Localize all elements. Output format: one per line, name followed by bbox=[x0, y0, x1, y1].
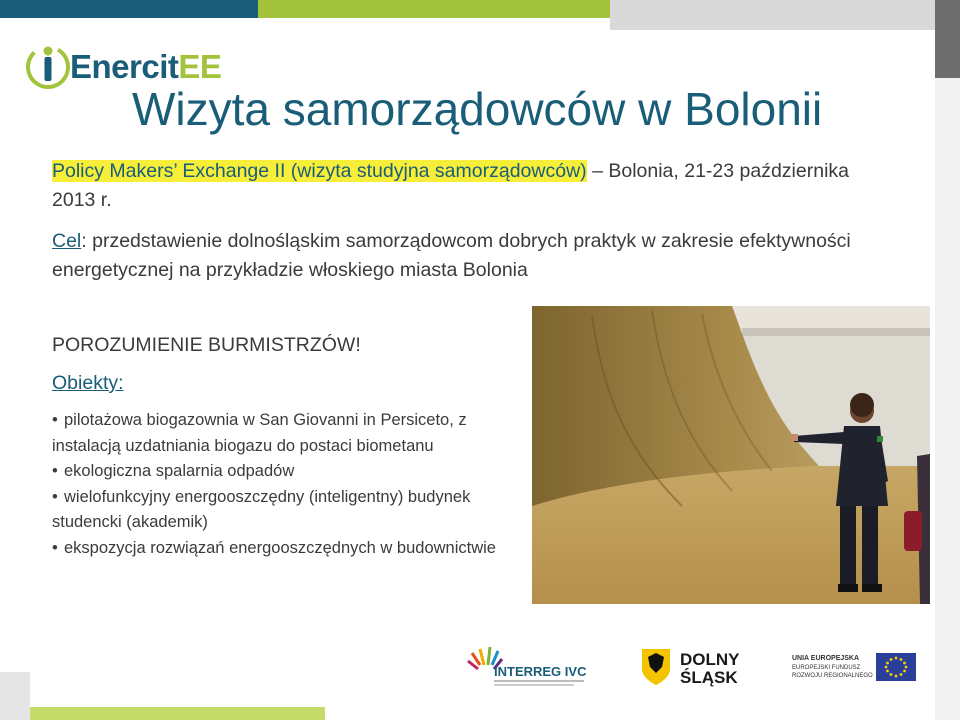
goal-paragraph bbox=[52, 227, 872, 285]
right-gray-bar bbox=[935, 0, 960, 78]
top-gray-bar bbox=[610, 0, 935, 30]
list-item bbox=[52, 536, 532, 562]
dolny-text-2: ŚLĄSK bbox=[680, 668, 738, 687]
list-item-text: pilotażowa biogazownia w San Giovanni in Persiceto, z instalacją uzdatniania biogazu do postaci biometanu bbox=[52, 411, 467, 455]
logo-wordmark bbox=[70, 48, 221, 86]
intro-highlight: Policy Makers’ Exchange II (wizyta studyjna samorządowców) bbox=[52, 160, 587, 182]
list-item bbox=[52, 408, 532, 459]
list-item bbox=[52, 485, 532, 536]
logo-part1: Enercit bbox=[70, 48, 179, 85]
intro-paragraph bbox=[52, 157, 872, 215]
objects-label-text: Obiekty: bbox=[52, 372, 124, 394]
bottom-green-bar bbox=[30, 707, 325, 720]
objects-list bbox=[52, 408, 532, 561]
ue-text-2: EUROPEJSKI FUNDUSZ bbox=[792, 665, 861, 671]
top-accent-bar-teal bbox=[0, 0, 258, 18]
list-item-text: wielofunkcyjny energooszczędny (inteligentny) budynek studencki (akademik) bbox=[52, 487, 471, 531]
list-item-text: ekspozycja rozwiązań energooszczędnych w budownictwie bbox=[64, 538, 496, 557]
logo-part2: EE bbox=[178, 48, 222, 85]
bullet-icon: • bbox=[52, 487, 58, 506]
goal-label: Cel bbox=[52, 230, 82, 252]
bullet-icon: • bbox=[52, 462, 58, 480]
dolny-text-1: DOLNY bbox=[680, 650, 740, 669]
goal-text: : przedstawienie dolnośląskim samorządowcom dobrych praktyk w zakresie efektywności energetycznej na przykładzie włoskiego miasta Bolonia bbox=[52, 230, 851, 281]
right-light-bar bbox=[935, 78, 960, 720]
dolny-slask-logo-icon bbox=[640, 645, 760, 687]
covenant-text: POROZUMIENIE BURMISTRZÓW! bbox=[52, 334, 361, 356]
ue-text-3: ROZWOJU REGIONALNEGO bbox=[792, 673, 873, 679]
page-title: Wizyta samorządowców w Bolonii bbox=[132, 83, 823, 135]
list-item-text: ekologiczna spalarnia odpadów bbox=[64, 462, 295, 480]
bullet-icon: • bbox=[52, 538, 58, 557]
interreg-logo-icon bbox=[462, 643, 592, 687]
bottom-left-bar bbox=[0, 672, 30, 720]
bullet-icon: • bbox=[52, 411, 58, 429]
list-item bbox=[52, 459, 532, 485]
biogas-silo-photo bbox=[532, 306, 930, 604]
ue-text-1: UNIA EUROPEJSKA bbox=[792, 655, 860, 662]
interreg-text: INTERREG IVC bbox=[494, 664, 587, 679]
intro-rest: – Bolonia, 21-23 października 2013 r. bbox=[52, 160, 849, 211]
eu-logo-icon bbox=[790, 650, 920, 684]
